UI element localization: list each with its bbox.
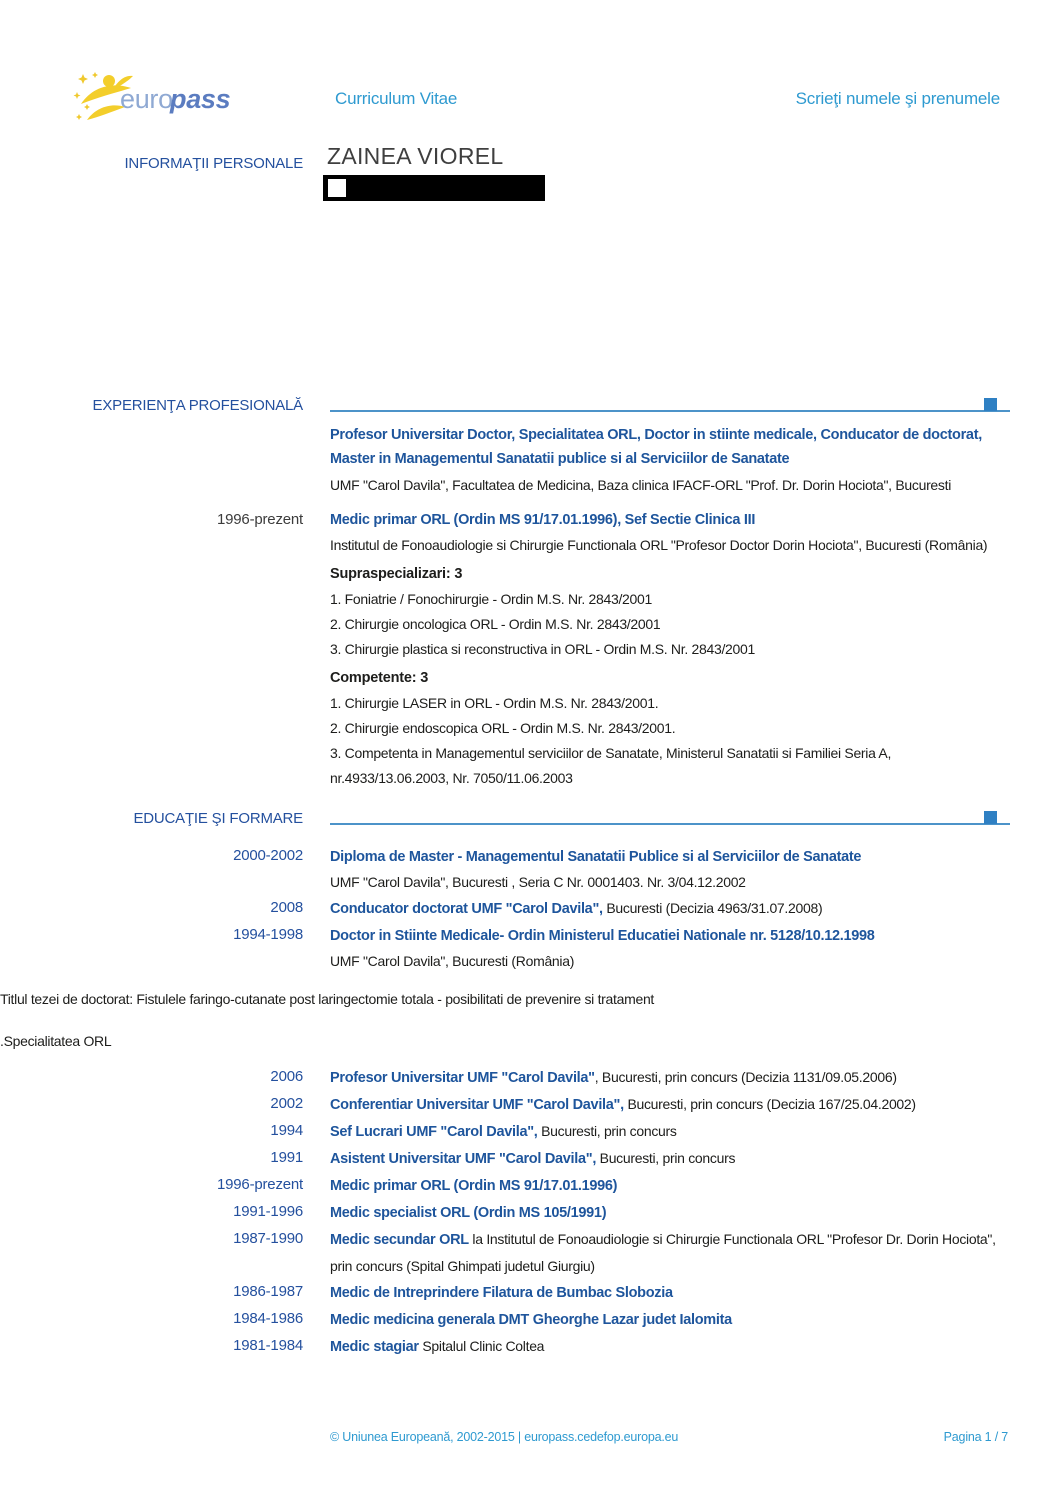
education-date: 1996-prezent	[217, 1176, 303, 1193]
competente-heading: Competente: 3	[330, 670, 429, 686]
education-date: 1991-1996	[233, 1203, 303, 1220]
education-date: 1984-1986	[233, 1310, 303, 1327]
section-header-education	[0, 809, 1058, 827]
logo-word-euro: euro	[120, 84, 173, 114]
experience-role: Medic primar ORL (Ordin MS 91/17.01.1996), Sef Sectie Clinica III	[330, 512, 756, 528]
section-label-personal-info: INFORMAŢII PERSONALE	[124, 155, 303, 172]
rule-line	[330, 823, 1010, 825]
education-row: 2002 Conferentiar Universitar UMF "Carol Davila", Bucuresti, prin concurs (Decizia 167/25.04.2002)	[0, 1091, 1058, 1118]
europass-figure-icon	[73, 70, 248, 128]
supraspecializari-heading: Supraspecializari: 3	[330, 566, 463, 582]
footer-copyright: © Uniunea Europeană, 2002-2015 | europass.cedefop.europa.eu	[330, 1430, 679, 1444]
section-header-experience	[0, 396, 1058, 414]
education-rows	[0, 843, 1058, 1360]
section-label-education: EDUCAŢIE ŞI FORMARE	[133, 810, 303, 827]
cv-body	[0, 396, 1058, 1360]
education-row: 1986-1987 Medic de Intreprindere Filatura de Bumbac Slobozia	[0, 1279, 1058, 1306]
competente-item: 2. Chirurgie endoscopica ORL - Ordin M.S. Nr. 2843/2001.	[330, 720, 676, 736]
education-date: 1994	[270, 1122, 303, 1139]
education-date: 2000-2002	[233, 847, 303, 864]
education-row: 1996-prezent Medic primar ORL (Ordin MS 91/17.01.1996)	[0, 1172, 1058, 1199]
supraspecializari-item: 1. Foniatrie / Fonochirurgie - Ordin M.S. Nr. 2843/2001	[330, 591, 652, 607]
education-row: 1994-1998 Doctor in Stiinte Medicale- Ordin Ministerul Educatiei Nationale nr. 5128/10.12.1998	[0, 922, 1058, 949]
supraspecializari-item: 3. Chirurgie plastica si reconstructiva in ORL - Ordin M.S. Nr. 2843/2001	[330, 641, 755, 657]
education-row: 1991 Asistent Universitar UMF "Carol Davila", Bucuresti, prin concurs	[0, 1145, 1058, 1172]
experience-period: 1996-prezent	[217, 511, 303, 528]
section-label-experience: EXPERIENŢA PROFESIONALĂ	[92, 397, 303, 414]
name-placeholder-hint: Scrieţi numele şi prenumele	[795, 89, 1000, 108]
competente-item: 1. Chirurgie LASER in ORL - Ordin M.S. Nr. 2843/2001.	[330, 695, 659, 711]
redaction-white-square	[328, 179, 346, 197]
education-row: 1991-1996 Medic specialist ORL (Ordin MS 105/1991)	[0, 1199, 1058, 1226]
competente-item: 3. Competenta in Managementul serviciilor de Sanatate, Ministerul Sanatatii si Familiei Seria A, nr.4933/13.06.2003, Nr. 7050/11.06.2003	[330, 745, 892, 786]
document-type-title: Curriculum Vitae	[335, 89, 458, 108]
education-date: 2002	[270, 1095, 303, 1112]
education-row: 2006 Profesor Universitar UMF "Carol Davila", Bucuresti, prin concurs (Decizia 1131/09.05.2006)	[0, 1064, 1058, 1091]
education-date: 2008	[270, 899, 303, 916]
education-subline: UMF "Carol Davila", Bucuresti , Seria C Nr. 0001403. Nr. 3/04.12.2002	[330, 874, 746, 890]
education-date: 1981-1984	[233, 1337, 303, 1354]
experience-role-row	[0, 507, 1058, 533]
footer-page-number: Pagina 1 / 7	[943, 1430, 1008, 1444]
thesis-note: Titlul tezei de doctorat: Fistulele faringo-cutanate post laringectomie totala - posibilitati de prevenire si tratament .Specialitatea ORL	[0, 991, 655, 1049]
experience-headline: Profesor Universitar Doctor, Specialitatea ORL, Doctor in stiinte medicale, Conducator de doctorat, Master in Managementul Sanatatii publice si al Serviciilor de Sanatate	[330, 427, 982, 467]
page-footer	[330, 1430, 1008, 1444]
education-row: 2000-2002 Diploma de Master - Managementul Sanatatii Publice si al Serviciilor de Sanatate	[0, 843, 1058, 870]
redacted-contact-bar	[323, 175, 545, 201]
education-row: 1984-1986 Medic medicina generala DMT Gheorghe Lazar judet Ialomita	[0, 1306, 1058, 1333]
europass-logo	[73, 70, 248, 128]
education-row: 1994 Sef Lucrari UMF "Carol Davila", Bucuresti, prin concurs	[0, 1118, 1058, 1145]
education-date: 1991	[270, 1149, 303, 1166]
section-rule	[330, 396, 1010, 414]
supraspecializari-item: 2. Chirurgie oncologica ORL - Ordin M.S. Nr. 2843/2001	[330, 616, 661, 632]
experience-employer: UMF "Carol Davila", Facultatea de Medicina, Baza clinica IFACF-ORL "Prof. Dr. Dorin Hociota", Bucuresti	[330, 477, 952, 493]
logo-word-pass: pass	[170, 84, 231, 114]
education-date: 1986-1987	[233, 1283, 303, 1300]
education-row: 1981-1984 Medic stagiar Spitalul Clinic Coltea	[0, 1333, 1058, 1360]
person-name: ZAINEA VIOREL	[327, 143, 504, 169]
rule-square-icon	[984, 811, 997, 824]
education-date: 2006	[270, 1068, 303, 1085]
section-rule	[330, 809, 1010, 827]
education-date: 1987-1990	[233, 1230, 303, 1247]
education-subline: UMF "Carol Davila", Bucuresti (România)	[330, 953, 575, 969]
rule-line	[330, 410, 1010, 412]
education-row: 1987-1990 Medic secundar ORL la Institutul de Fonoaudiologie si Chirurgie Functionala ORL "Profesor Dr. Dorin Hociota", prin concurs (Spital Ghimpati judetul Giurgiu)	[0, 1226, 1058, 1279]
education-date: 1994-1998	[233, 926, 303, 943]
education-row: 2008 Conducator doctorat UMF "Carol Davila", Bucuresti (Decizia 4963/31.07.2008)	[0, 895, 1058, 922]
experience-institution: Institutul de Fonoaudiologie si Chirurgie Functionala ORL "Profesor Doctor Dorin Hociota", Bucuresti (România)	[330, 537, 988, 553]
rule-square-icon	[984, 398, 997, 411]
